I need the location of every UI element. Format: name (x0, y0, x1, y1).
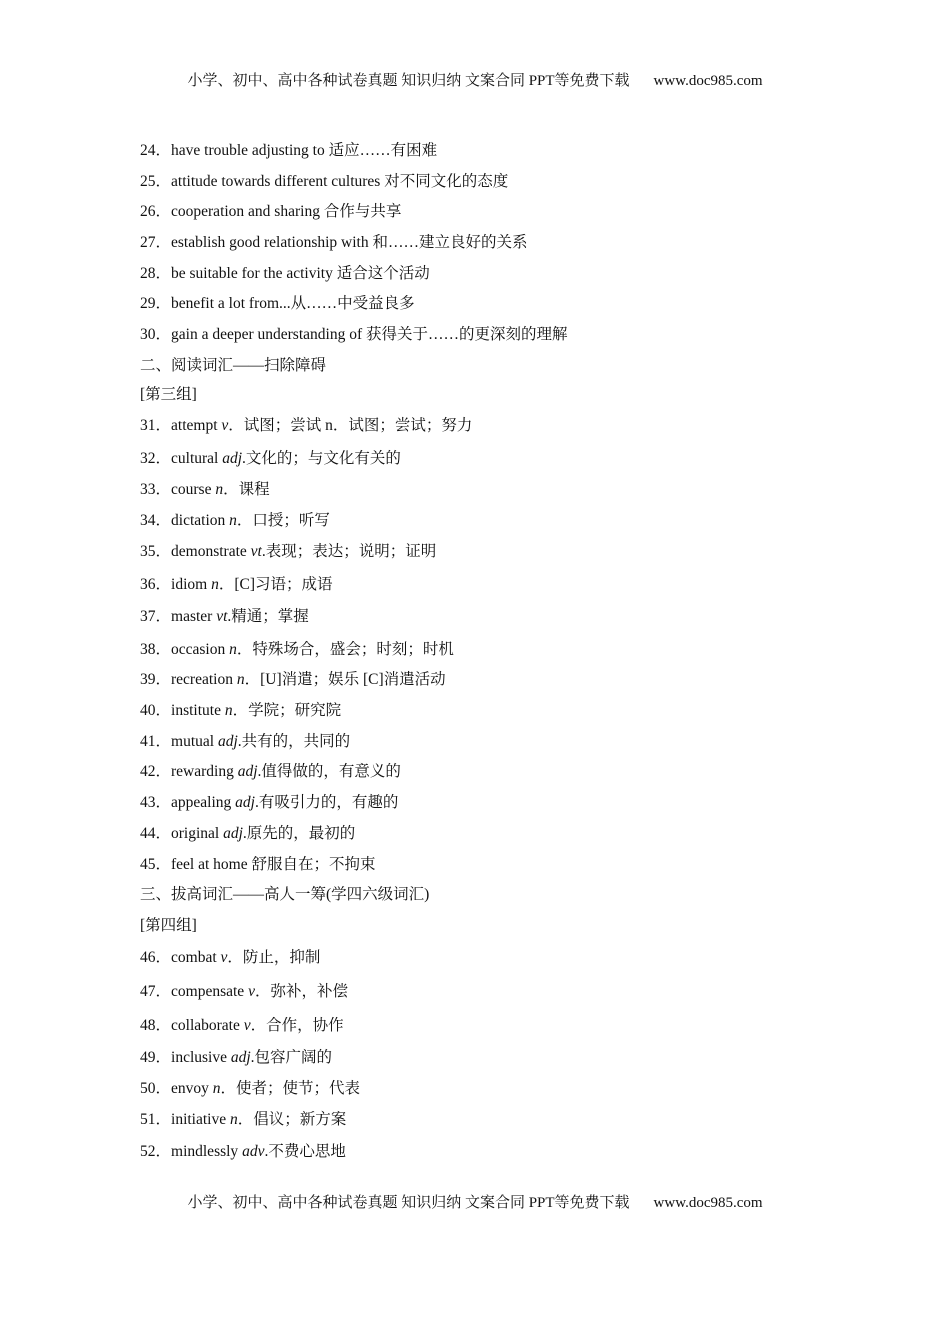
item-english: collaborate (171, 1017, 244, 1034)
item-part-of-speech: v (221, 417, 229, 434)
vocab-item (140, 141, 437, 161)
vocab-item (140, 824, 355, 844)
item-english: dictation (171, 512, 230, 529)
item-number: 50． (140, 1080, 172, 1097)
item-part-of-speech: v (243, 1017, 251, 1034)
item-chinese: 适合这个活动 (336, 265, 430, 282)
item-chinese: ．弥补，补偿 (254, 983, 348, 1000)
item-number: 25． (140, 173, 172, 190)
item-english: attempt (171, 417, 222, 434)
header-text: 小学、初中、高中各种试卷真题 知识归纳 文案合同 PPT等免费下载 (187, 73, 630, 89)
item-number: 41． (140, 733, 172, 750)
item-chinese: ．[U]消遣；娱乐 [C]消遣活动 (244, 671, 446, 688)
item-number: 42． (140, 763, 172, 780)
item-chinese: ．课程 (223, 481, 270, 498)
item-part-of-speech: n (211, 576, 219, 593)
footer-site: www.doc985.com (653, 1195, 763, 1211)
vocab-item (140, 542, 436, 562)
item-english: cultural (171, 450, 223, 467)
item-part-of-speech: adj (222, 450, 243, 467)
item-number: 47． (140, 983, 172, 1000)
group-label-text: [第三组] (140, 386, 197, 403)
item-chinese: 从……中受益良多 (290, 295, 415, 312)
item-chinese: ．试图；尝试 n．试图；尝试；努力 (228, 417, 473, 434)
vocab-item (140, 264, 430, 284)
item-chinese: ．使者；使节；代表 (220, 1080, 361, 1097)
item-chinese: ．合作，协作 (250, 1017, 344, 1034)
item-english: idiom (171, 576, 212, 593)
item-part-of-speech: n (229, 512, 237, 529)
item-chinese: ．[C]习语；成语 (218, 576, 333, 593)
item-chinese: .表现；表达；说明；证明 (261, 543, 437, 560)
item-part-of-speech: v (248, 983, 255, 1000)
item-chinese: .值得做的，有意义的 (257, 763, 401, 780)
section-heading-text: 二、阅读词汇——扫除障碍 (140, 357, 327, 374)
item-number: 40． (140, 702, 172, 719)
item-english: inclusive (171, 1049, 231, 1066)
item-chinese: 和……建立良好的关系 (372, 234, 528, 251)
item-english: attitude towards different cultures (171, 173, 385, 190)
item-chinese: 对不同文化的态度 (384, 173, 509, 190)
vocab-item (140, 172, 508, 192)
item-number: 38． (140, 641, 172, 658)
item-english: demonstrate (171, 543, 251, 560)
vocab-item (140, 1016, 344, 1036)
item-chinese: ．口授；听写 (236, 512, 330, 529)
section-heading (140, 885, 429, 905)
page-header (0, 69, 950, 90)
item-number: 24． (140, 142, 172, 159)
item-number: 35． (140, 543, 172, 560)
item-number: 30． (140, 326, 172, 343)
item-part-of-speech: n (230, 1111, 238, 1128)
item-english: gain a deeper understanding of (171, 326, 366, 343)
vocab-item (140, 855, 376, 875)
item-english: cooperation and sharing (171, 203, 324, 220)
item-english: initiative (171, 1111, 230, 1128)
vocab-item (140, 640, 454, 660)
item-number: 28． (140, 265, 172, 282)
item-number: 31． (140, 417, 172, 434)
vocab-item (140, 1110, 346, 1130)
vocab-item (140, 732, 350, 752)
item-english: occasion (171, 641, 230, 658)
group-label (140, 385, 197, 405)
item-number: 29． (140, 295, 172, 312)
vocab-item (140, 1142, 346, 1162)
item-english: feel at home (171, 856, 252, 873)
item-english: rewarding (171, 763, 238, 780)
item-english: establish good relationship with (171, 234, 373, 251)
header-site: www.doc985.com (653, 73, 763, 89)
item-number: 52． (140, 1143, 172, 1160)
item-english: have trouble adjusting to (171, 142, 329, 159)
vocab-item (140, 202, 401, 222)
vocab-item (140, 793, 398, 813)
vocab-item (140, 701, 341, 721)
vocab-item (140, 607, 309, 627)
item-chinese: ．倡议；新方案 (237, 1111, 347, 1128)
item-chinese: .文化的；与文化有关的 (242, 450, 401, 467)
item-chinese: 舒服自在；不拘束 (251, 856, 376, 873)
group-label (140, 916, 197, 936)
item-chinese: .包容广阔的 (250, 1049, 333, 1066)
vocab-item (140, 449, 401, 469)
item-number: 43． (140, 794, 172, 811)
item-part-of-speech: n (229, 641, 237, 658)
vocab-item (140, 480, 270, 500)
item-chinese: .原先的，最初的 (242, 825, 356, 842)
item-part-of-speech: adv (242, 1143, 265, 1160)
item-number: 45． (140, 856, 172, 873)
item-part-of-speech: vt (250, 543, 262, 560)
group-label-text: [第四组] (140, 917, 197, 934)
vocab-item (140, 670, 446, 690)
vocab-item (140, 325, 568, 345)
vocab-item (140, 575, 332, 595)
item-english: mindlessly (171, 1143, 243, 1160)
item-english: benefit a lot from... (171, 295, 291, 312)
item-number: 39． (140, 671, 172, 688)
item-part-of-speech: v (220, 949, 228, 966)
item-part-of-speech: adj (223, 825, 243, 842)
item-number: 34． (140, 512, 172, 529)
vocab-item (140, 762, 401, 782)
item-part-of-speech: n (212, 1080, 221, 1097)
item-english: course (171, 481, 216, 498)
item-english: combat (171, 949, 221, 966)
footer-text: 小学、初中、高中各种试卷真题 知识归纳 文案合同 PPT等免费下载 (187, 1195, 630, 1211)
item-english: original (171, 825, 224, 842)
vocab-item (140, 1048, 332, 1068)
page-footer (0, 1191, 950, 1212)
item-chinese: ．特殊场合，盛会；时刻；时机 (236, 641, 454, 658)
vocab-item (140, 416, 472, 436)
item-number: 26． (140, 203, 172, 220)
item-part-of-speech: adj (230, 1049, 251, 1066)
item-number: 46． (140, 949, 172, 966)
item-number: 49． (140, 1049, 172, 1066)
item-chinese: 适应……有困难 (328, 142, 438, 159)
item-english: institute (171, 702, 225, 719)
item-english: master (171, 608, 217, 625)
item-chinese: ．防止，抑制 (227, 949, 321, 966)
vocab-item (140, 511, 330, 531)
item-chinese: .有吸引力的，有趣的 (254, 794, 399, 811)
vocab-item (140, 294, 415, 314)
item-part-of-speech: adj (235, 794, 255, 811)
item-number: 33． (140, 481, 172, 498)
item-english: appealing (171, 794, 236, 811)
item-number: 48． (140, 1017, 172, 1034)
item-english: compensate (171, 983, 249, 1000)
item-number: 27． (140, 234, 172, 251)
item-chinese: .精通；掌握 (227, 608, 309, 625)
item-english: mutual (171, 733, 218, 750)
item-english: be suitable for the activity (171, 265, 337, 282)
item-part-of-speech: n (215, 481, 224, 498)
vocab-item (140, 948, 320, 968)
section-heading-text: 三、拔高词汇——高人一筹(学四六级词汇) (140, 886, 430, 903)
item-chinese: 合作与共享 (323, 203, 402, 220)
section-heading (140, 356, 326, 376)
item-part-of-speech: n (224, 702, 233, 719)
item-number: 37． (140, 608, 172, 625)
item-chinese: .不费心思地 (264, 1143, 346, 1160)
vocab-item (140, 1079, 360, 1099)
item-part-of-speech: adj (217, 733, 238, 750)
item-number: 36． (140, 576, 172, 593)
item-part-of-speech: vt (216, 608, 228, 625)
item-chinese: ．学院；研究院 (232, 702, 342, 719)
item-english: envoy (171, 1080, 213, 1097)
item-part-of-speech: n (236, 671, 245, 688)
item-chinese: 获得关于……的更深刻的理解 (365, 326, 568, 343)
vocab-item (140, 982, 348, 1002)
item-chinese: .共有的，共同的 (237, 733, 351, 750)
item-number: 32． (140, 450, 172, 467)
item-part-of-speech: adj (237, 763, 258, 780)
vocab-item (140, 233, 528, 253)
item-number: 44． (140, 825, 172, 842)
item-english: recreation (171, 671, 237, 688)
item-number: 51． (140, 1111, 172, 1128)
